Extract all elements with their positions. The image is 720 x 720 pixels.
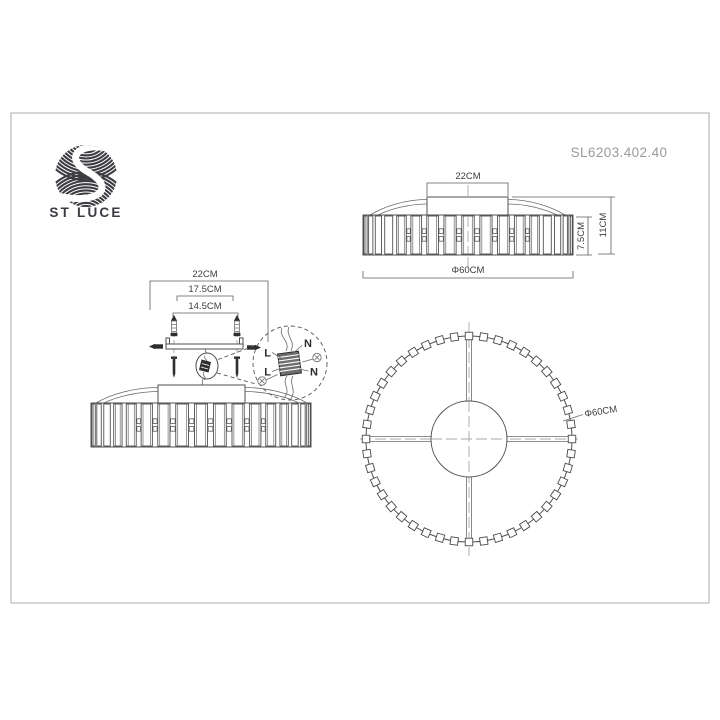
terminal-block	[278, 351, 302, 376]
dim-label-22cm-side: 22CM	[455, 171, 481, 182]
side-view	[363, 171, 615, 278]
canopy-side	[427, 197, 508, 215]
dim-label-11cm: 11CM	[598, 212, 609, 238]
crystal-shade-front	[91, 403, 311, 447]
dim-label-17-5cm: 17.5CM	[188, 284, 222, 295]
long-screw-left-icon	[171, 357, 177, 378]
wiring-detail-view	[253, 326, 327, 400]
brand-name: ST LUCE	[49, 205, 123, 220]
dim-label-diameter-plan: Φ60CM	[583, 403, 618, 420]
terminal-screw-right-icon	[303, 353, 322, 362]
bottom-plan-view	[360, 322, 618, 556]
dim-label-22cm: 22CM	[192, 269, 218, 280]
sheet-border	[11, 113, 709, 603]
model-number: SL6203.402.40	[570, 145, 668, 160]
side-screw-left-icon	[149, 344, 163, 349]
wall-anchor-left	[171, 315, 178, 336]
wire-label-live-2: L	[264, 366, 271, 379]
dim-label-diameter-side: Φ60CM	[451, 265, 485, 276]
wire-label-neutral-1: N	[304, 338, 312, 350]
dim-line-14-5cm	[173, 313, 238, 317]
side-screw-right-icon	[247, 345, 261, 350]
wall-anchor-right	[234, 315, 241, 336]
dim-label-7-5cm: 7.5CM	[576, 222, 587, 250]
long-screw-right-icon	[234, 357, 240, 378]
mounting-bracket	[166, 338, 243, 349]
canopy-front	[158, 385, 245, 403]
leader-l2	[272, 369, 280, 372]
dim-label-14-5cm: 14.5CM	[188, 301, 222, 312]
dim-line-22cm-side	[427, 183, 508, 196]
wire-label-neutral-2: N	[310, 366, 318, 379]
wire-label-live-1: L	[264, 347, 271, 360]
